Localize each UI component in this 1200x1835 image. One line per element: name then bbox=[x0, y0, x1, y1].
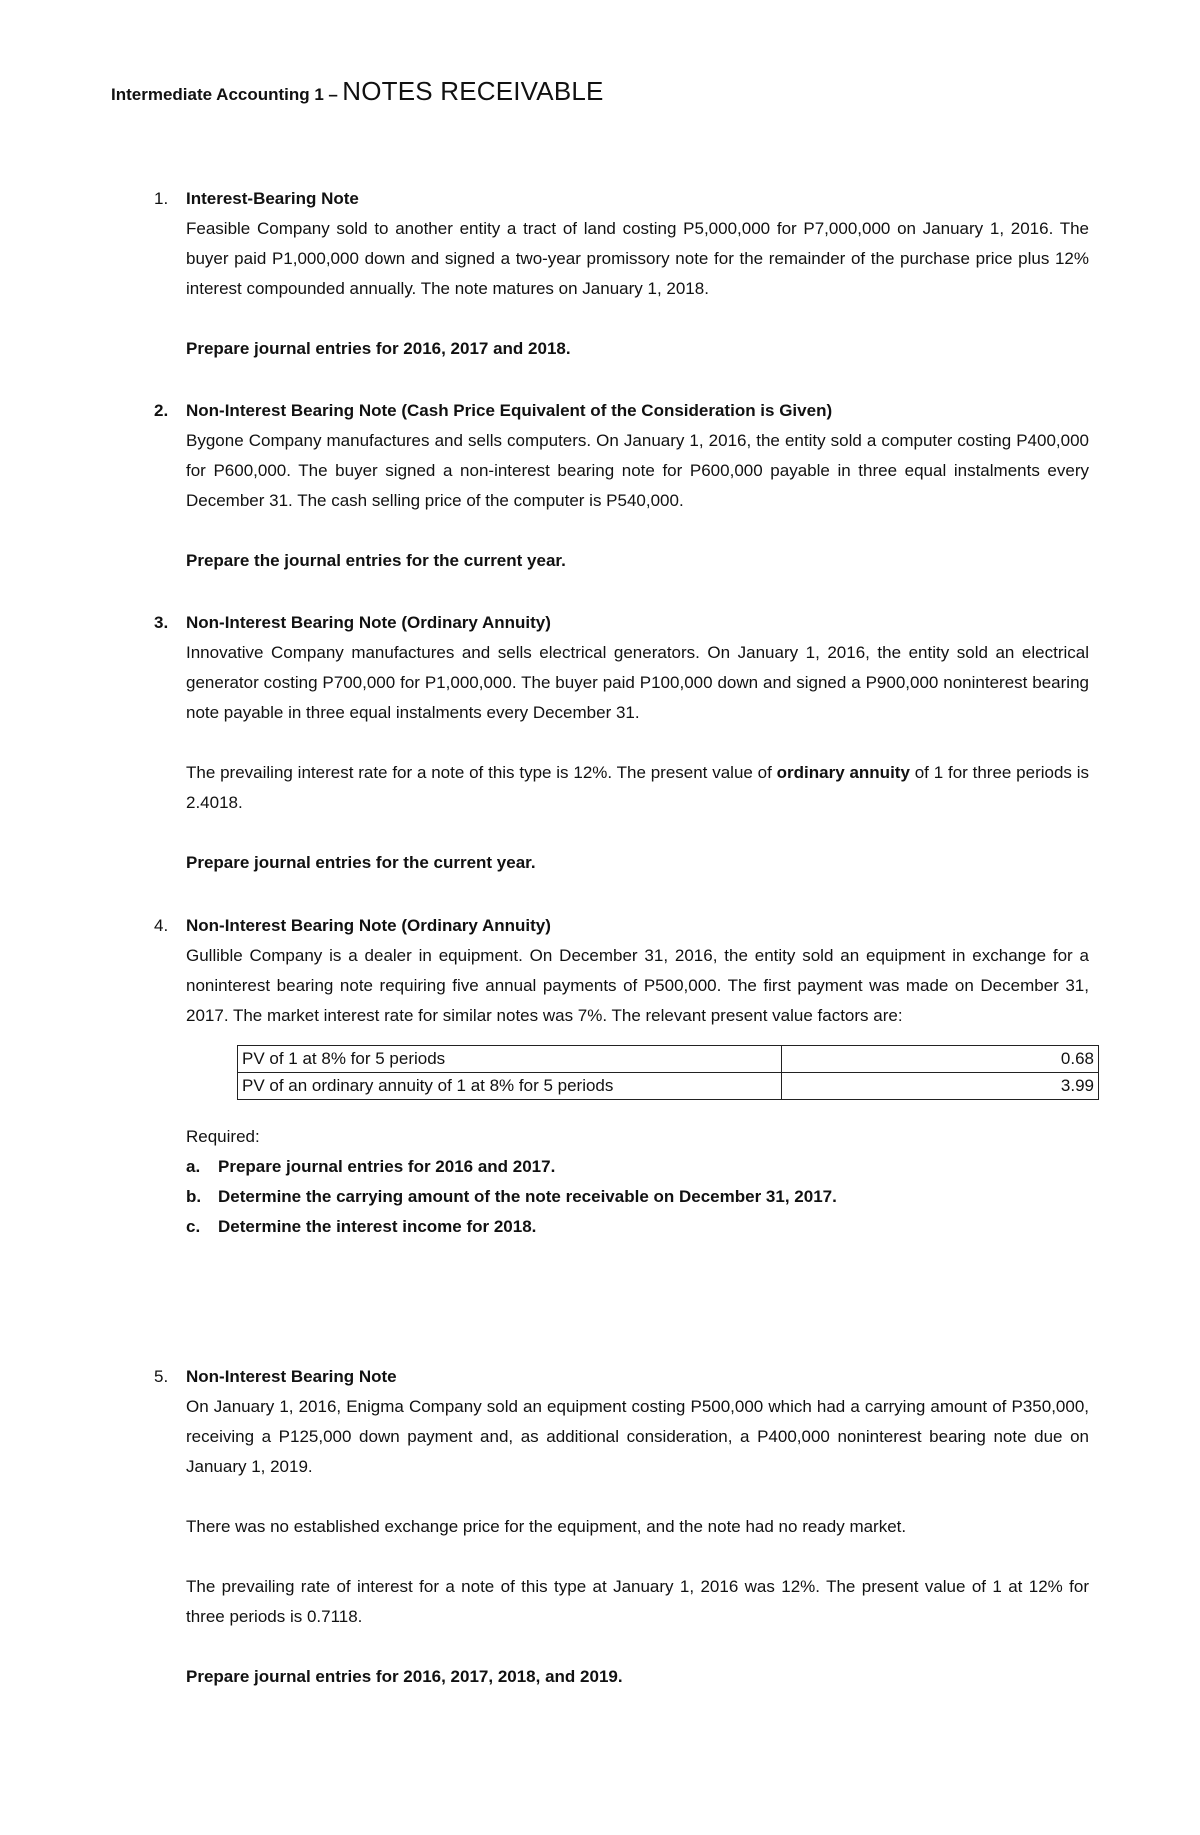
required-label: Required: bbox=[186, 1127, 260, 1146]
problem-title: Non-Interest Bearing Note (Ordinary Annuity) bbox=[186, 613, 551, 632]
problem-text-2: There was no established exchange price for the equipment, and the note had no ready market. bbox=[186, 1517, 907, 1536]
header-dash: – bbox=[328, 85, 338, 104]
problem-text: On January 1, 2016, Enigma Company sold an equipment costing P500,000 which had a carrying amount of P350,000, receiving a P125,000 down payment and, as additional consideration, a P400,000 noninterest bearing note due on January 1, 2019. bbox=[186, 1397, 1089, 1476]
problem-text: Bygone Company manufactures and sells computers. On January 1, 2016, the entity sold a computer costing P400,000 for P600,000. The buyer signed a non-interest bearing note for P600,000 payable in three equal instalments every December 31. The cash selling price of the computer is P540,000. bbox=[186, 431, 1089, 510]
problem-title: Interest-Bearing Note bbox=[186, 189, 359, 208]
required-item bbox=[186, 1212, 1089, 1242]
problem-title: Non-Interest Bearing Note bbox=[186, 1367, 397, 1386]
table-cell-label: PV of 1 at 8% for 5 periods bbox=[238, 1046, 782, 1073]
problem-number: 4. bbox=[154, 916, 169, 935]
problem-number: 1. bbox=[154, 189, 169, 208]
course-name: Intermediate Accounting 1 bbox=[111, 85, 324, 104]
problem-instruction: Prepare the journal entries for the current year. bbox=[186, 551, 566, 570]
table-row bbox=[238, 1073, 1099, 1100]
problem-text-3: The prevailing rate of interest for a note of this type at January 1, 2016 was 12%. The present value of 1 at 12% for three periods is 0.7118. bbox=[186, 1577, 1089, 1626]
problem-instruction: Prepare journal entries for 2016, 2017 and 2018. bbox=[186, 339, 571, 358]
problem-instruction: Prepare journal entries for 2016, 2017, 2018, and 2019. bbox=[186, 1667, 623, 1686]
document-header bbox=[111, 76, 604, 107]
problem-1 bbox=[154, 184, 1089, 364]
table-cell-value: 3.99 bbox=[782, 1073, 1099, 1100]
problem-instruction: Prepare journal entries for the current year. bbox=[186, 853, 536, 872]
problem-text: Innovative Company manufactures and sells electrical generators. On January 1, 2016, the entity sold an electrical generator costing P700,000 for P1,000,000. The buyer paid P100,000 down and signed a P900,000 noninterest bearing note payable in three equal instalments every December 31. bbox=[186, 643, 1089, 722]
topic-title: NOTES RECEIVABLE bbox=[342, 76, 604, 106]
problem-text-2 bbox=[186, 758, 1089, 818]
problem-text: Gullible Company is a dealer in equipment. On December 31, 2016, the entity sold an equipment in exchange for a noninterest bearing note requiring five annual payments of P500,000. The first payment was made on December 31, 2017. The market interest rate for similar notes was 7%. The relevant present value factors are: bbox=[186, 946, 1089, 1025]
problem-number: 5. bbox=[154, 1367, 169, 1386]
problem-text: Feasible Company sold to another entity a tract of land costing P5,000,000 for P7,000,000 on January 1, 2016. The buyer paid P1,000,000 down and signed a two-year promissory note for the remainder of the purchase price plus 12% interest compounded annually. The note matures on January 1, 2018. bbox=[186, 219, 1089, 298]
required-letter: a. bbox=[186, 1157, 201, 1176]
problem-5-heading bbox=[154, 1362, 1089, 1392]
table-row bbox=[238, 1046, 1099, 1073]
text-run: of 1 for three periods is 2.4018. bbox=[186, 763, 1089, 812]
required-text: Prepare journal entries for 2016 and 2017. bbox=[218, 1157, 556, 1176]
bold-term: ordinary annuity bbox=[776, 763, 910, 782]
problem-3 bbox=[154, 608, 1089, 878]
required-item bbox=[186, 1182, 1089, 1212]
table-cell-value: 0.68 bbox=[782, 1046, 1099, 1073]
problem-number: 2. bbox=[154, 401, 169, 420]
required-text: Determine the interest income for 2018. bbox=[218, 1217, 537, 1236]
text-run: The prevailing interest rate for a note of this type is 12%. The present value of bbox=[186, 763, 777, 782]
problem-3-heading bbox=[154, 608, 1089, 638]
required-item bbox=[186, 1152, 1089, 1182]
problem-2-heading bbox=[154, 396, 1089, 426]
problem-4-heading bbox=[154, 911, 1089, 941]
required-letter: c. bbox=[186, 1217, 201, 1236]
problem-title: Non-Interest Bearing Note (Cash Price Equivalent of the Consideration is Given) bbox=[186, 401, 833, 420]
required-text: Determine the carrying amount of the note receivable on December 31, 2017. bbox=[218, 1187, 837, 1206]
table-cell-label: PV of an ordinary annuity of 1 at 8% for 5 periods bbox=[238, 1073, 782, 1100]
required-letter: b. bbox=[186, 1187, 202, 1206]
problem-title: Non-Interest Bearing Note (Ordinary Annuity) bbox=[186, 916, 551, 935]
problem-5 bbox=[154, 1362, 1089, 1692]
pv-factors-table bbox=[237, 1045, 1099, 1100]
problem-2 bbox=[154, 396, 1089, 576]
problem-1-heading bbox=[154, 184, 1089, 214]
problem-number: 3. bbox=[154, 613, 169, 632]
problem-4 bbox=[154, 911, 1094, 1242]
